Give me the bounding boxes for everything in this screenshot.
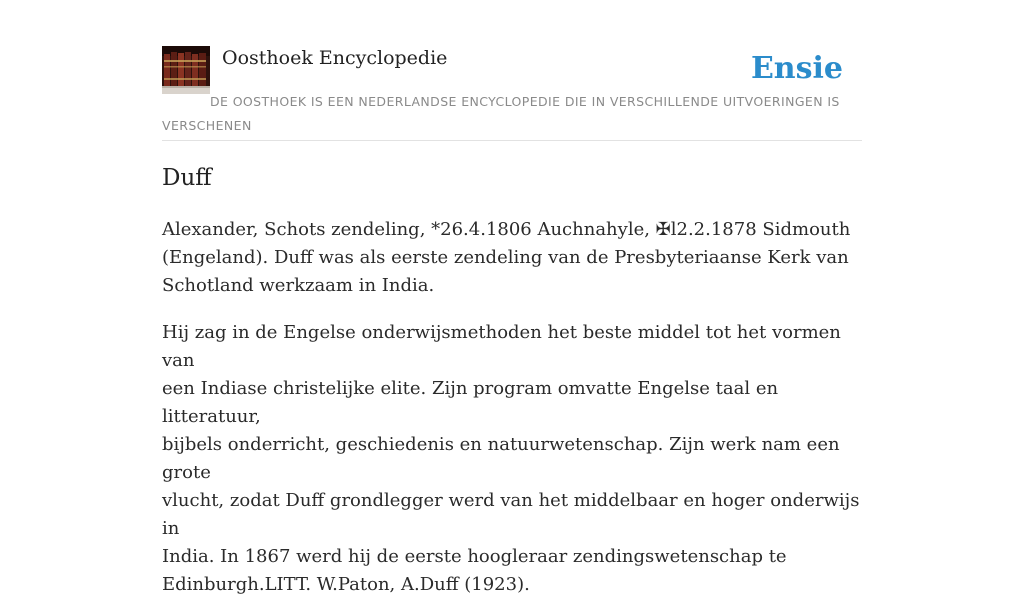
brand-logo[interactable]: Ensie xyxy=(750,51,843,86)
site-tagline: DE OOSTHOEK IS EEN NEDERLANDSE ENCYCLOPEDIE DIE IN VERSCHILLENDE UITVOERINGEN IS VERSCHENEN xyxy=(162,94,840,133)
article xyxy=(162,160,862,595)
site-name[interactable]: Oosthoek Encyclopedie xyxy=(222,47,448,69)
bookshelf-avatar-icon[interactable] xyxy=(162,46,210,94)
bookshelf-image xyxy=(162,46,210,94)
article-paragraph: Hij zag in de Engelse onderwijsmethoden het beste middel tot het vormen van een Indiase christelijke elite. Zijn program omvatte Engelse taal en litteratuur, bijbels onderricht, geschiedenis en natuurwetenschap. Zijn werk nam een grote vlucht, zodat Duff grondlegger werd van het middelbaar en hoger onderwijs in India. In 1867 werd hij de eerste hoogleraar zendingswetenschap te Edinburgh.LITT. W.Paton, A.Duff (1923). xyxy=(162,322,860,595)
article-paragraph: Alexander, Schots zendeling, *26.4.1806 Auchnahyle, ✠l2.2.1878 Sidmouth (Engeland). Duff was als eerste zendeling van de Presbyteriaanse Kerk van Schotland werkzaam in India. xyxy=(162,219,851,296)
page-title: Duff xyxy=(162,165,212,191)
site-header xyxy=(162,46,862,141)
